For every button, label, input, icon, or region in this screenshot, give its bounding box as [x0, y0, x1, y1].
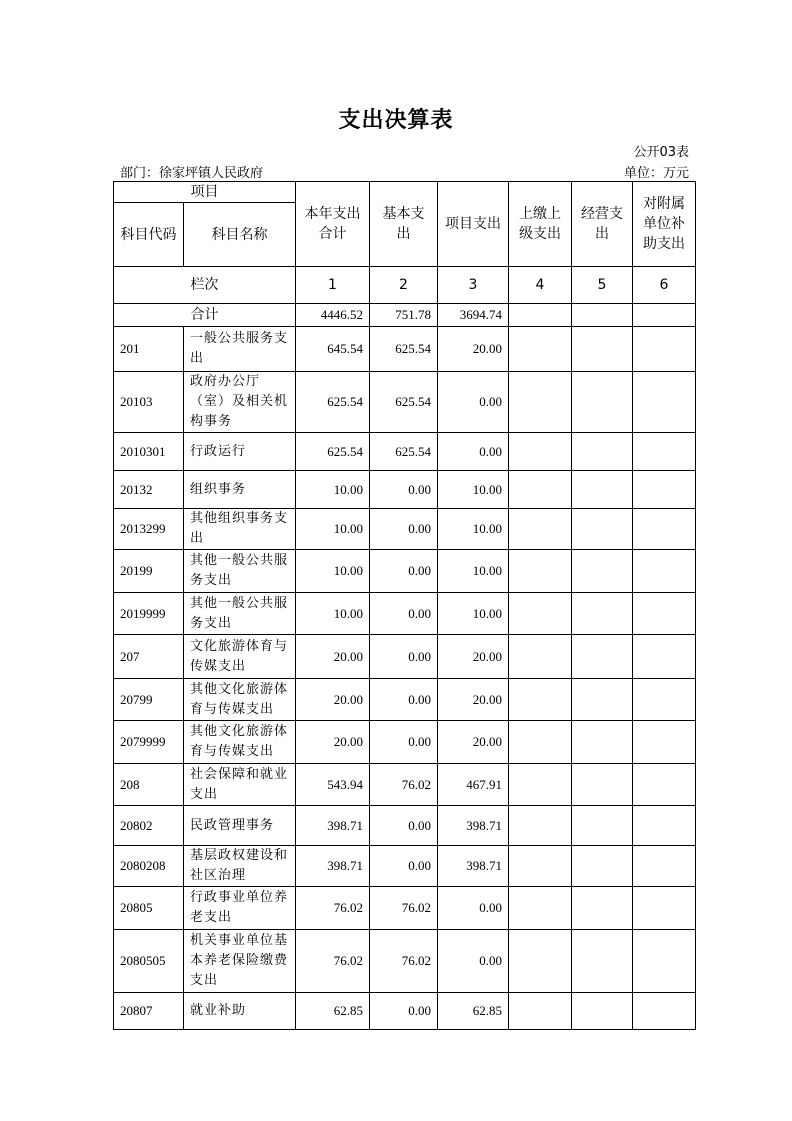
- empty-cell: [572, 471, 633, 509]
- unit-label: 单位：万元: [623, 166, 689, 181]
- table-row: [114, 433, 696, 471]
- row-total: 20.00: [296, 679, 370, 721]
- empty-cell: [509, 679, 572, 721]
- subject-name: 一般公共服务支出: [184, 327, 296, 372]
- row-project: 0.00: [438, 372, 509, 433]
- row-total: 625.54: [296, 433, 370, 471]
- row-basic: 0.00: [370, 550, 438, 593]
- empty-cell: [633, 993, 696, 1030]
- row-total: 10.00: [296, 593, 370, 635]
- empty-cell: [572, 679, 633, 721]
- subject-name: 其他一般公共服务支出: [184, 550, 296, 593]
- table-row: [114, 327, 696, 372]
- subject-code: 20103: [114, 372, 184, 433]
- empty-cell: [509, 887, 572, 930]
- total-basic: 751.78: [370, 304, 438, 327]
- expenditure-table: [113, 181, 696, 1030]
- row-basic: 76.02: [370, 887, 438, 930]
- subject-code: 20805: [114, 887, 184, 930]
- subject-name: 社会保障和就业支出: [184, 764, 296, 806]
- column-number: 1: [296, 267, 370, 304]
- subject-name: 就业补助: [184, 993, 296, 1030]
- empty-cell: [633, 471, 696, 509]
- empty-cell: [509, 764, 572, 806]
- table-row: [114, 679, 696, 721]
- row-total: 10.00: [296, 550, 370, 593]
- header-subsidy: 对附属单位补助支出: [633, 182, 696, 267]
- subject-code: 208: [114, 764, 184, 806]
- total-project: 3694.74: [438, 304, 509, 327]
- row-basic: 0.00: [370, 721, 438, 764]
- empty-cell: [509, 550, 572, 593]
- empty-cell: [572, 635, 633, 679]
- subject-name: 组织事务: [184, 471, 296, 509]
- table-row: [114, 635, 696, 679]
- row-total: 398.71: [296, 806, 370, 846]
- empty-cell: [633, 846, 696, 887]
- total-label: 合计: [114, 304, 296, 327]
- row-basic: 625.54: [370, 372, 438, 433]
- empty-cell: [572, 721, 633, 764]
- empty-cell: [509, 327, 572, 372]
- header-name: 科目名称: [184, 203, 296, 267]
- table-row: [114, 764, 696, 806]
- row-total: 20.00: [296, 635, 370, 679]
- empty-cell: [509, 593, 572, 635]
- header-business: 经营支出: [572, 182, 633, 267]
- row-basic: 0.00: [370, 846, 438, 887]
- row-project: 20.00: [438, 679, 509, 721]
- empty-cell: [572, 327, 633, 372]
- row-basic: 76.02: [370, 764, 438, 806]
- row-project: 0.00: [438, 930, 509, 993]
- table-row: [114, 372, 696, 433]
- subject-name: 行政运行: [184, 433, 296, 471]
- row-total: 543.94: [296, 764, 370, 806]
- empty-cell: [633, 764, 696, 806]
- empty-cell: [509, 930, 572, 993]
- row-project: 10.00: [438, 509, 509, 550]
- empty-cell: [509, 846, 572, 887]
- subject-name: 机关事业单位基本养老保险缴费支出: [184, 930, 296, 993]
- empty-cell: [633, 509, 696, 550]
- subject-code: 20799: [114, 679, 184, 721]
- column-number: 2: [370, 267, 438, 304]
- row-basic: 0.00: [370, 593, 438, 635]
- table-row: [114, 550, 696, 593]
- subject-code: 2010301: [114, 433, 184, 471]
- row-project: 467.91: [438, 764, 509, 806]
- empty-cell: [572, 304, 633, 327]
- empty-cell: [633, 327, 696, 372]
- empty-cell: [572, 846, 633, 887]
- table-row: [114, 846, 696, 887]
- total-sum: 4446.52: [296, 304, 370, 327]
- row-basic: 625.54: [370, 327, 438, 372]
- table-row: [114, 806, 696, 846]
- column-number: 6: [633, 267, 696, 304]
- row-project: 20.00: [438, 721, 509, 764]
- header-basic: 基本支出: [370, 182, 438, 267]
- empty-cell: [633, 372, 696, 433]
- table-row: [114, 721, 696, 764]
- table-row: [114, 930, 696, 993]
- subject-name: 民政管理事务: [184, 806, 296, 846]
- subject-name: 政府办公厅（室）及相关机构事务: [184, 372, 296, 433]
- header-total: 本年支出合计: [296, 182, 370, 267]
- row-total: 625.54: [296, 372, 370, 433]
- empty-cell: [633, 304, 696, 327]
- empty-cell: [572, 550, 633, 593]
- table-row: [114, 887, 696, 930]
- column-number: 5: [572, 267, 633, 304]
- table-row: [114, 593, 696, 635]
- row-basic: 0.00: [370, 509, 438, 550]
- column-number: 3: [438, 267, 509, 304]
- row-basic: 0.00: [370, 471, 438, 509]
- empty-cell: [509, 471, 572, 509]
- row-basic: 0.00: [370, 679, 438, 721]
- subject-name: 基层政权建设和社区治理: [184, 846, 296, 887]
- empty-cell: [572, 764, 633, 806]
- row-basic: 76.02: [370, 930, 438, 993]
- empty-cell: [572, 806, 633, 846]
- subject-name: 其他一般公共服务支出: [184, 593, 296, 635]
- row-total: 10.00: [296, 509, 370, 550]
- row-total: 10.00: [296, 471, 370, 509]
- row-basic: 0.00: [370, 993, 438, 1030]
- row-total: 20.00: [296, 721, 370, 764]
- row-basic: 0.00: [370, 635, 438, 679]
- subject-code: 2080208: [114, 846, 184, 887]
- subject-code: 20802: [114, 806, 184, 846]
- empty-cell: [572, 593, 633, 635]
- department-label: 部门：徐家坪镇人民政府: [120, 166, 264, 181]
- row-basic: 0.00: [370, 806, 438, 846]
- row-total: 62.85: [296, 993, 370, 1030]
- column-label: 栏次: [114, 267, 296, 304]
- empty-cell: [509, 433, 572, 471]
- empty-cell: [633, 635, 696, 679]
- empty-cell: [509, 635, 572, 679]
- subject-code: 2079999: [114, 721, 184, 764]
- row-total: 645.54: [296, 327, 370, 372]
- table-number: 公开03表: [633, 145, 689, 160]
- subject-name: 文化旅游体育与传媒支出: [184, 635, 296, 679]
- empty-cell: [633, 887, 696, 930]
- subject-name: 其他组织事务支出: [184, 509, 296, 550]
- subject-code: 2080505: [114, 930, 184, 993]
- row-project: 10.00: [438, 471, 509, 509]
- subject-code: 2019999: [114, 593, 184, 635]
- empty-cell: [572, 509, 633, 550]
- header-code: 科目代码: [114, 203, 184, 267]
- empty-cell: [509, 372, 572, 433]
- subject-code: 20807: [114, 993, 184, 1030]
- total-row: [114, 304, 696, 327]
- empty-cell: [633, 806, 696, 846]
- page-title: 支出决算表: [338, 108, 454, 133]
- row-project: 398.71: [438, 846, 509, 887]
- empty-cell: [633, 721, 696, 764]
- empty-cell: [633, 550, 696, 593]
- empty-cell: [572, 930, 633, 993]
- empty-cell: [633, 679, 696, 721]
- table-row: [114, 509, 696, 550]
- subject-name: 其他文化旅游体育与传媒支出: [184, 679, 296, 721]
- row-project: 398.71: [438, 806, 509, 846]
- subject-code: 201: [114, 327, 184, 372]
- empty-cell: [509, 993, 572, 1030]
- subject-code: 207: [114, 635, 184, 679]
- row-project: 20.00: [438, 327, 509, 372]
- empty-cell: [572, 887, 633, 930]
- row-project: 10.00: [438, 593, 509, 635]
- subject-code: 20199: [114, 550, 184, 593]
- header-upper: 上缴上级支出: [509, 182, 572, 267]
- subject-code: 2013299: [114, 509, 184, 550]
- empty-cell: [572, 372, 633, 433]
- empty-cell: [509, 304, 572, 327]
- empty-cell: [572, 433, 633, 471]
- row-project: 0.00: [438, 887, 509, 930]
- subject-name: 行政事业单位养老支出: [184, 887, 296, 930]
- header-project: 项目支出: [438, 182, 509, 267]
- row-total: 76.02: [296, 887, 370, 930]
- empty-cell: [572, 993, 633, 1030]
- empty-cell: [633, 433, 696, 471]
- empty-cell: [509, 721, 572, 764]
- empty-cell: [633, 593, 696, 635]
- row-total: 398.71: [296, 846, 370, 887]
- row-project: 10.00: [438, 550, 509, 593]
- header-item: 项目: [114, 182, 296, 203]
- row-project: 62.85: [438, 993, 509, 1030]
- subject-name: 其他文化旅游体育与传媒支出: [184, 721, 296, 764]
- empty-cell: [633, 930, 696, 993]
- empty-cell: [509, 509, 572, 550]
- row-total: 76.02: [296, 930, 370, 993]
- table-row: [114, 993, 696, 1030]
- row-project: 20.00: [438, 635, 509, 679]
- table-row: [114, 471, 696, 509]
- subject-code: 20132: [114, 471, 184, 509]
- empty-cell: [509, 806, 572, 846]
- row-project: 0.00: [438, 433, 509, 471]
- column-number: 4: [509, 267, 572, 304]
- row-basic: 625.54: [370, 433, 438, 471]
